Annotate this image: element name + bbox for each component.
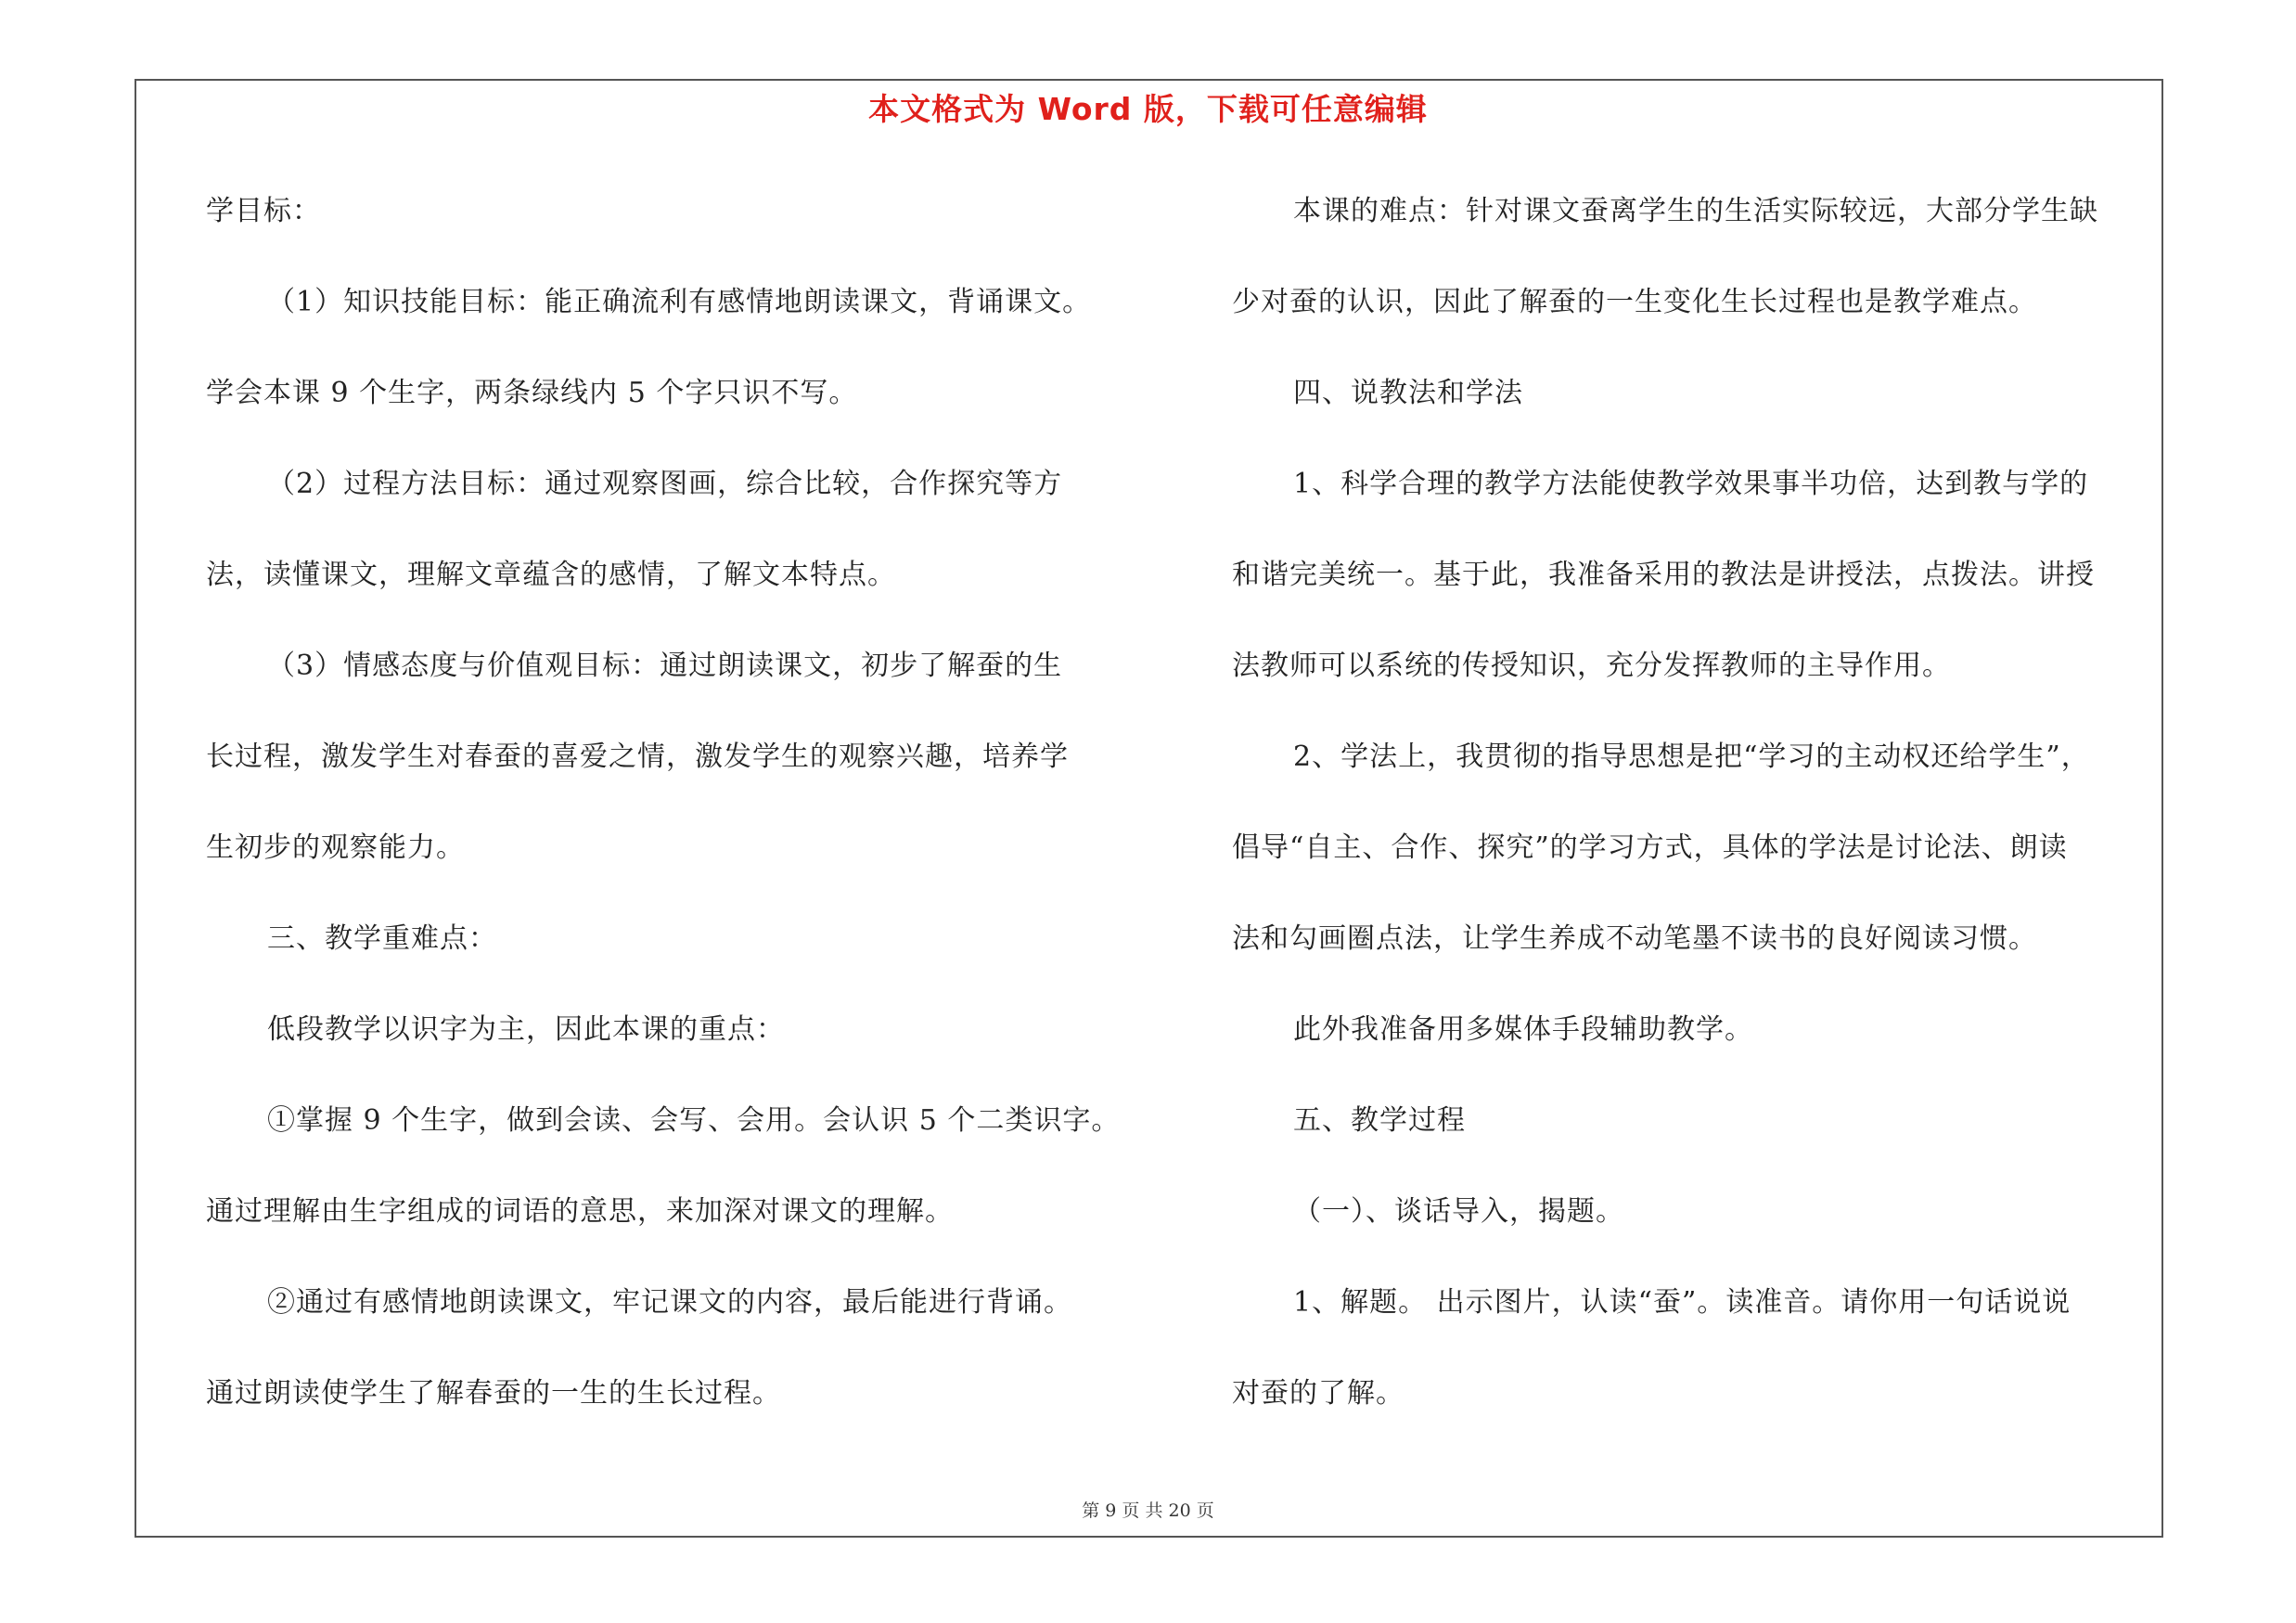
paragraph-line: 法教师可以系统的传授知识，充分发挥教师的主导作用。 bbox=[1232, 650, 1951, 682]
paragraph-line: 生初步的观察能力。 bbox=[206, 831, 465, 864]
paragraph-line: 学目标： bbox=[206, 195, 321, 227]
page-number-footer: 第 9 页 共 20 页 bbox=[1082, 1501, 1214, 1521]
document-header-title: 本文格式为 Word 版，下载可任意编辑 bbox=[868, 91, 1428, 127]
subsection-heading: （一）、谈话导入，揭题。 bbox=[1293, 1195, 1624, 1228]
section-heading: 四、说教法和学法 bbox=[1293, 377, 1523, 409]
paragraph-line: 长过程，激发学生对春蚕的喜爱之情，激发学生的观察兴趣，培养学 bbox=[206, 741, 1069, 773]
paragraph-line: 倡导“自主、合作、探究”的学习方式，具体的学法是讨论法、朗读 bbox=[1232, 831, 2068, 864]
left-text-column bbox=[206, 184, 1134, 1457]
paragraph-line: （1）知识技能目标：能正确流利有感情地朗读课文，背诵课文。 bbox=[267, 286, 1092, 318]
paragraph-line: 通过理解由生字组成的词语的意思，来加深对课文的理解。 bbox=[206, 1195, 954, 1228]
right-text-column bbox=[1232, 184, 2163, 1457]
paragraph-line: 1、科学合理的教学方法能使教学效果事半功倍，达到教与学的 bbox=[1293, 468, 2089, 500]
paragraph-line: ①掌握 9 个生字，做到会读、会写、会用。会认识 5 个二类识字。 bbox=[267, 1104, 1121, 1137]
section-heading: 三、教学重难点： bbox=[267, 922, 497, 955]
paragraph-line: 低段教学以识字为主，因此本课的重点： bbox=[267, 1013, 785, 1046]
paragraph-line: ②通过有感情地朗读课文，牢记课文的内容，最后能进行背诵。 bbox=[267, 1286, 1072, 1319]
paragraph-line: 通过朗读使学生了解春蚕的一生的生长过程。 bbox=[206, 1377, 781, 1410]
paragraph-line: 2、学法上，我贯彻的指导思想是把“学习的主动权还给学生”， bbox=[1293, 741, 2090, 773]
paragraph-line: 法，读懂课文，理解文章蕴含的感情，了解文本特点。 bbox=[206, 559, 896, 591]
paragraph-line: 和谐完美统一。基于此，我准备采用的教法是讲授法，点拨法。讲授 bbox=[1232, 559, 2095, 591]
paragraph-line: 对蚕的了解。 bbox=[1232, 1377, 1405, 1410]
section-heading: 五、教学过程 bbox=[1293, 1104, 1466, 1137]
paragraph-line: 1、解题。 出示图片，认读“蚕”。读准音。请你用一句话说说 bbox=[1293, 1286, 2072, 1319]
paragraph-line: 此外我准备用多媒体手段辅助教学。 bbox=[1293, 1013, 1753, 1046]
paragraph-line: 法和勾画圈点法，让学生养成不动笔墨不读书的良好阅读习惯。 bbox=[1232, 922, 2037, 955]
paragraph-line: （3）情感态度与价值观目标：通过朗读课文，初步了解蚕的生 bbox=[267, 650, 1063, 682]
paragraph-line: 学会本课 9 个生字，两条绿线内 5 个字只识不写。 bbox=[206, 377, 858, 409]
paragraph-line: 本课的难点：针对课文蚕离学生的生活实际较远，大部分学生缺 bbox=[1293, 195, 2098, 227]
paragraph-line: 少对蚕的认识，因此了解蚕的一生变化生长过程也是教学难点。 bbox=[1232, 286, 2037, 318]
paragraph-line: （2）过程方法目标：通过观察图画，综合比较，合作探究等方 bbox=[267, 468, 1063, 500]
